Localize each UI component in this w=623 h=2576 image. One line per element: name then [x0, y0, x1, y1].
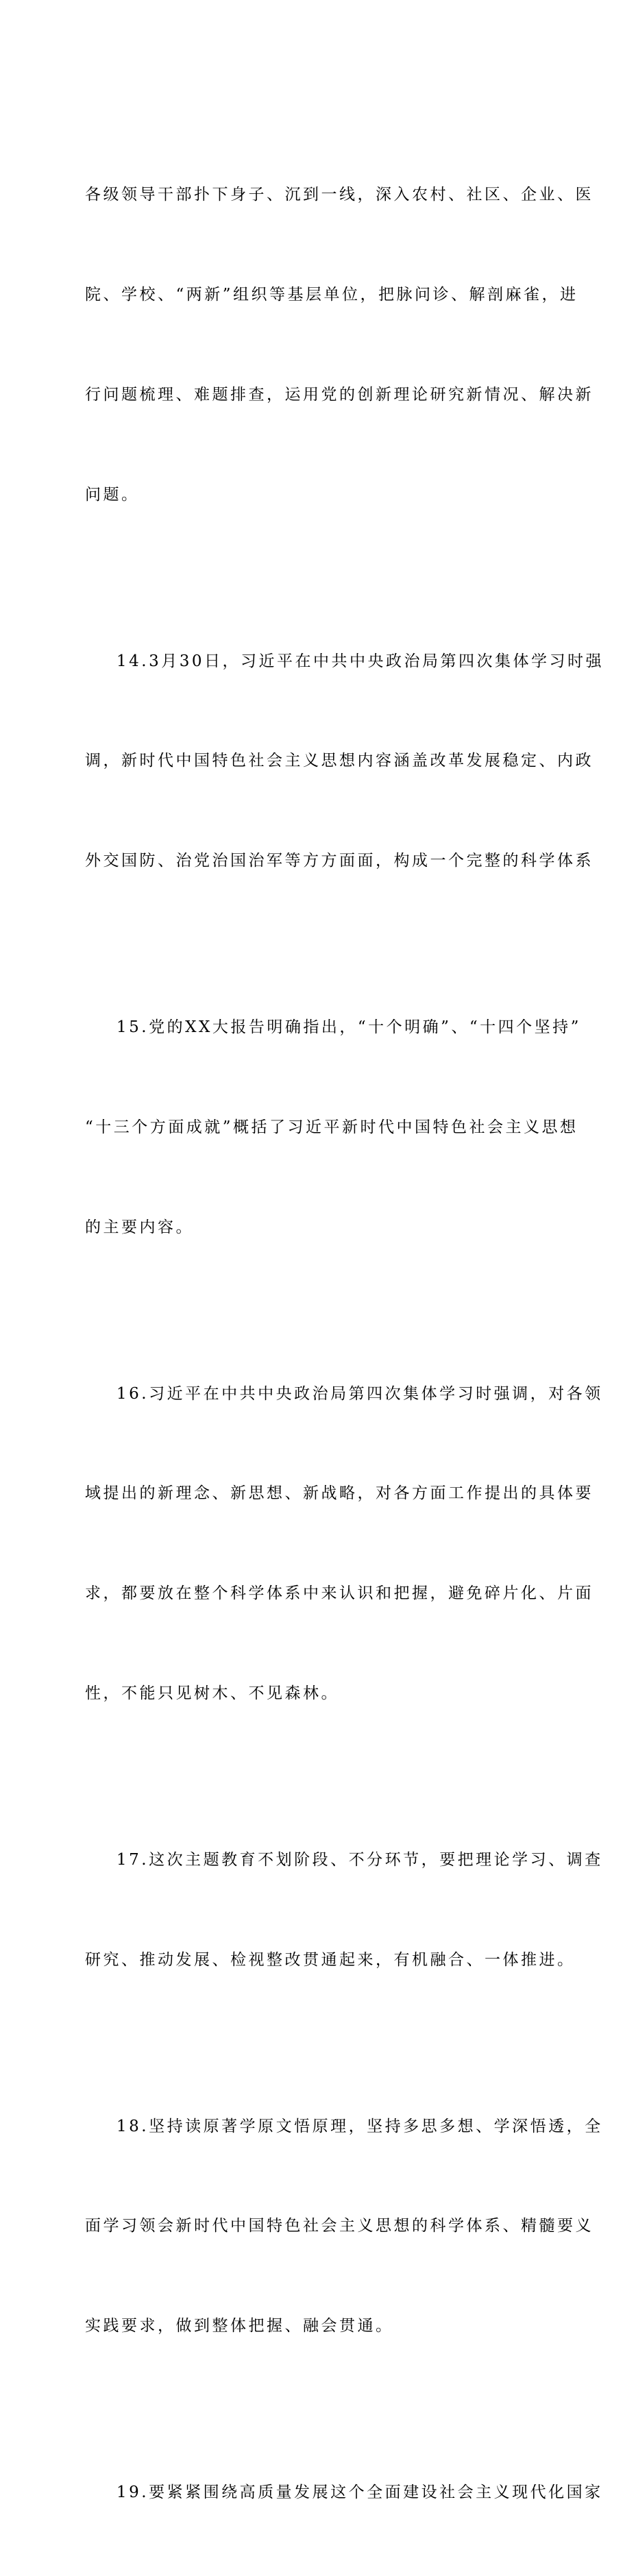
paragraph-item-14 — [85, 578, 604, 944]
text-line: 15.党的XX大报告明确指出，“十个明确”、“十四个坚持” — [117, 1018, 581, 1037]
paragraph-item-15 — [85, 944, 581, 1311]
text-line: 调，新时代中国特色社会主义思想内容涵盖改革发展稳定、内政 — [85, 752, 594, 770]
text-line: 域提出的新理念、新思想、新战略，对各方面工作提出的具体要 — [85, 1484, 594, 1503]
text-line: 外交国防、治党治国治军等方方面面，构成一个完整的科学体系 — [85, 852, 594, 870]
paragraph-item-18 — [85, 2043, 603, 2409]
text-line: 面学习领会新时代中国特色社会主义思想的科学体系、精髓要义 — [85, 2217, 594, 2235]
text-line: 16.习近平在中共中央政治局第四次集体学习时强调，对各领 — [117, 1384, 603, 1403]
paragraph-continuation — [85, 112, 594, 578]
paragraph-item-16 — [85, 1310, 603, 1776]
text-line: 研究、推动发展、检视整改贯通起来，有机融合、一体推进。 — [85, 1950, 576, 1969]
text-line: 行问题梳理、难题排查，运用党的创新理论研究新情况、解决新 — [85, 385, 594, 404]
text-line: 性，不能只见树木、不见森林。 — [85, 1684, 339, 1702]
text-line: 14.3月30日，习近平在中共中央政治局第四次集体学习时强 — [117, 652, 604, 670]
document-body — [85, 112, 604, 2576]
text-line: 18.坚持读原著学原文悟原理，坚持多思多想、学深悟透，全 — [117, 2117, 603, 2135]
text-line: 各级领导干部扑下身子、沉到一线，深入农村、社区、企业、医 — [85, 186, 594, 204]
text-line: “十三个方面成就”概括了习近平新时代中国特色社会主义思想 — [85, 1118, 578, 1136]
text-line: 17.这次主题教育不划阶段、不分环节，要把理论学习、调查 — [117, 1850, 603, 1869]
text-line: 19.要紧紧围绕高质量发展这个全面建设社会主义现代化国家 — [117, 2483, 603, 2502]
paragraph-item-19 — [85, 2409, 603, 2576]
paragraph-item-17 — [85, 1777, 603, 2044]
text-line: 求，都要放在整个科学体系中来认识和把握，避免碎片化、片面 — [85, 1584, 594, 1603]
text-line: 的主要内容。 — [85, 1218, 194, 1236]
text-line: 院、学校、“两新”组织等基层单位，把脉问诊、解剖麻雀，进 — [85, 285, 578, 304]
text-line: 问题。 — [85, 485, 140, 504]
text-line: 实践要求，做到整体把握、融会贯通。 — [85, 2317, 394, 2335]
